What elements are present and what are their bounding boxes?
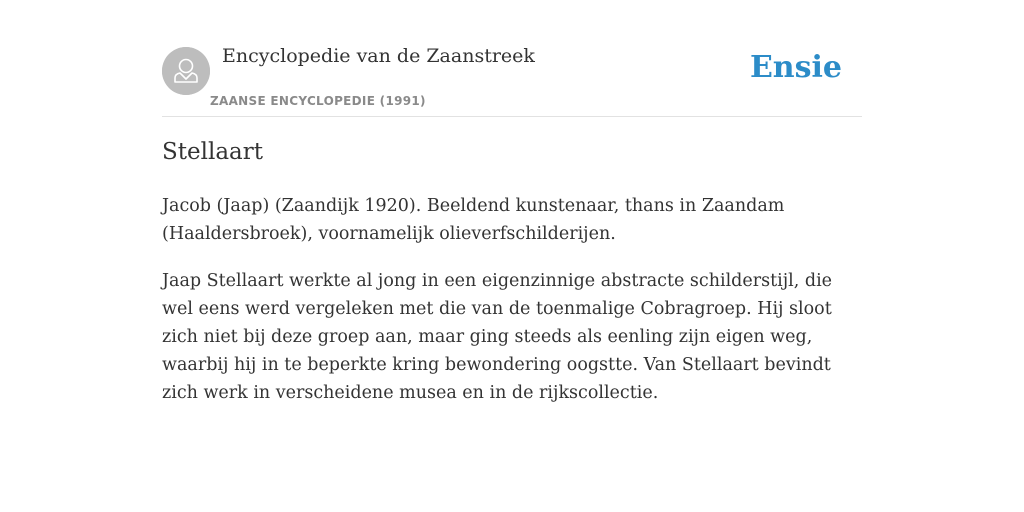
article-paragraph: Jaap Stellaart werkte al jong in een eigenzinnige abstracte schilderstijl, die wel eens werd vergeleken met die van de toenmalige Cobragroep. Hij sloot zich niet bij deze groep aan, maar ging steeds als eenling zijn eigen weg, waarbij hij in te beperkte kring bewondering oogstte. Van Stellaart bevindt zich werk in verscheidene musea en in de rijkscollectie. [162, 271, 833, 403]
article-card [162, 0, 862, 512]
source-title[interactable]: Encyclopedie van de Zaanstreek [222, 45, 535, 67]
user-placeholder-icon[interactable] [162, 47, 210, 95]
article-title: Stellaart [162, 139, 263, 165]
article-body [162, 192, 862, 426]
source-subtitle[interactable]: ZAANSE ENCYCLOPEDIE (1991) [210, 94, 426, 108]
brand-logo[interactable]: Ensie [749, 50, 842, 85]
article-paragraph: Jacob (Jaap) (Zaandijk 1920). Beeldend kunstenaar, thans in Zaandam (Haaldersbroek), voornamelijk olieverfschilderijen. [162, 196, 785, 244]
source-header [162, 0, 862, 117]
